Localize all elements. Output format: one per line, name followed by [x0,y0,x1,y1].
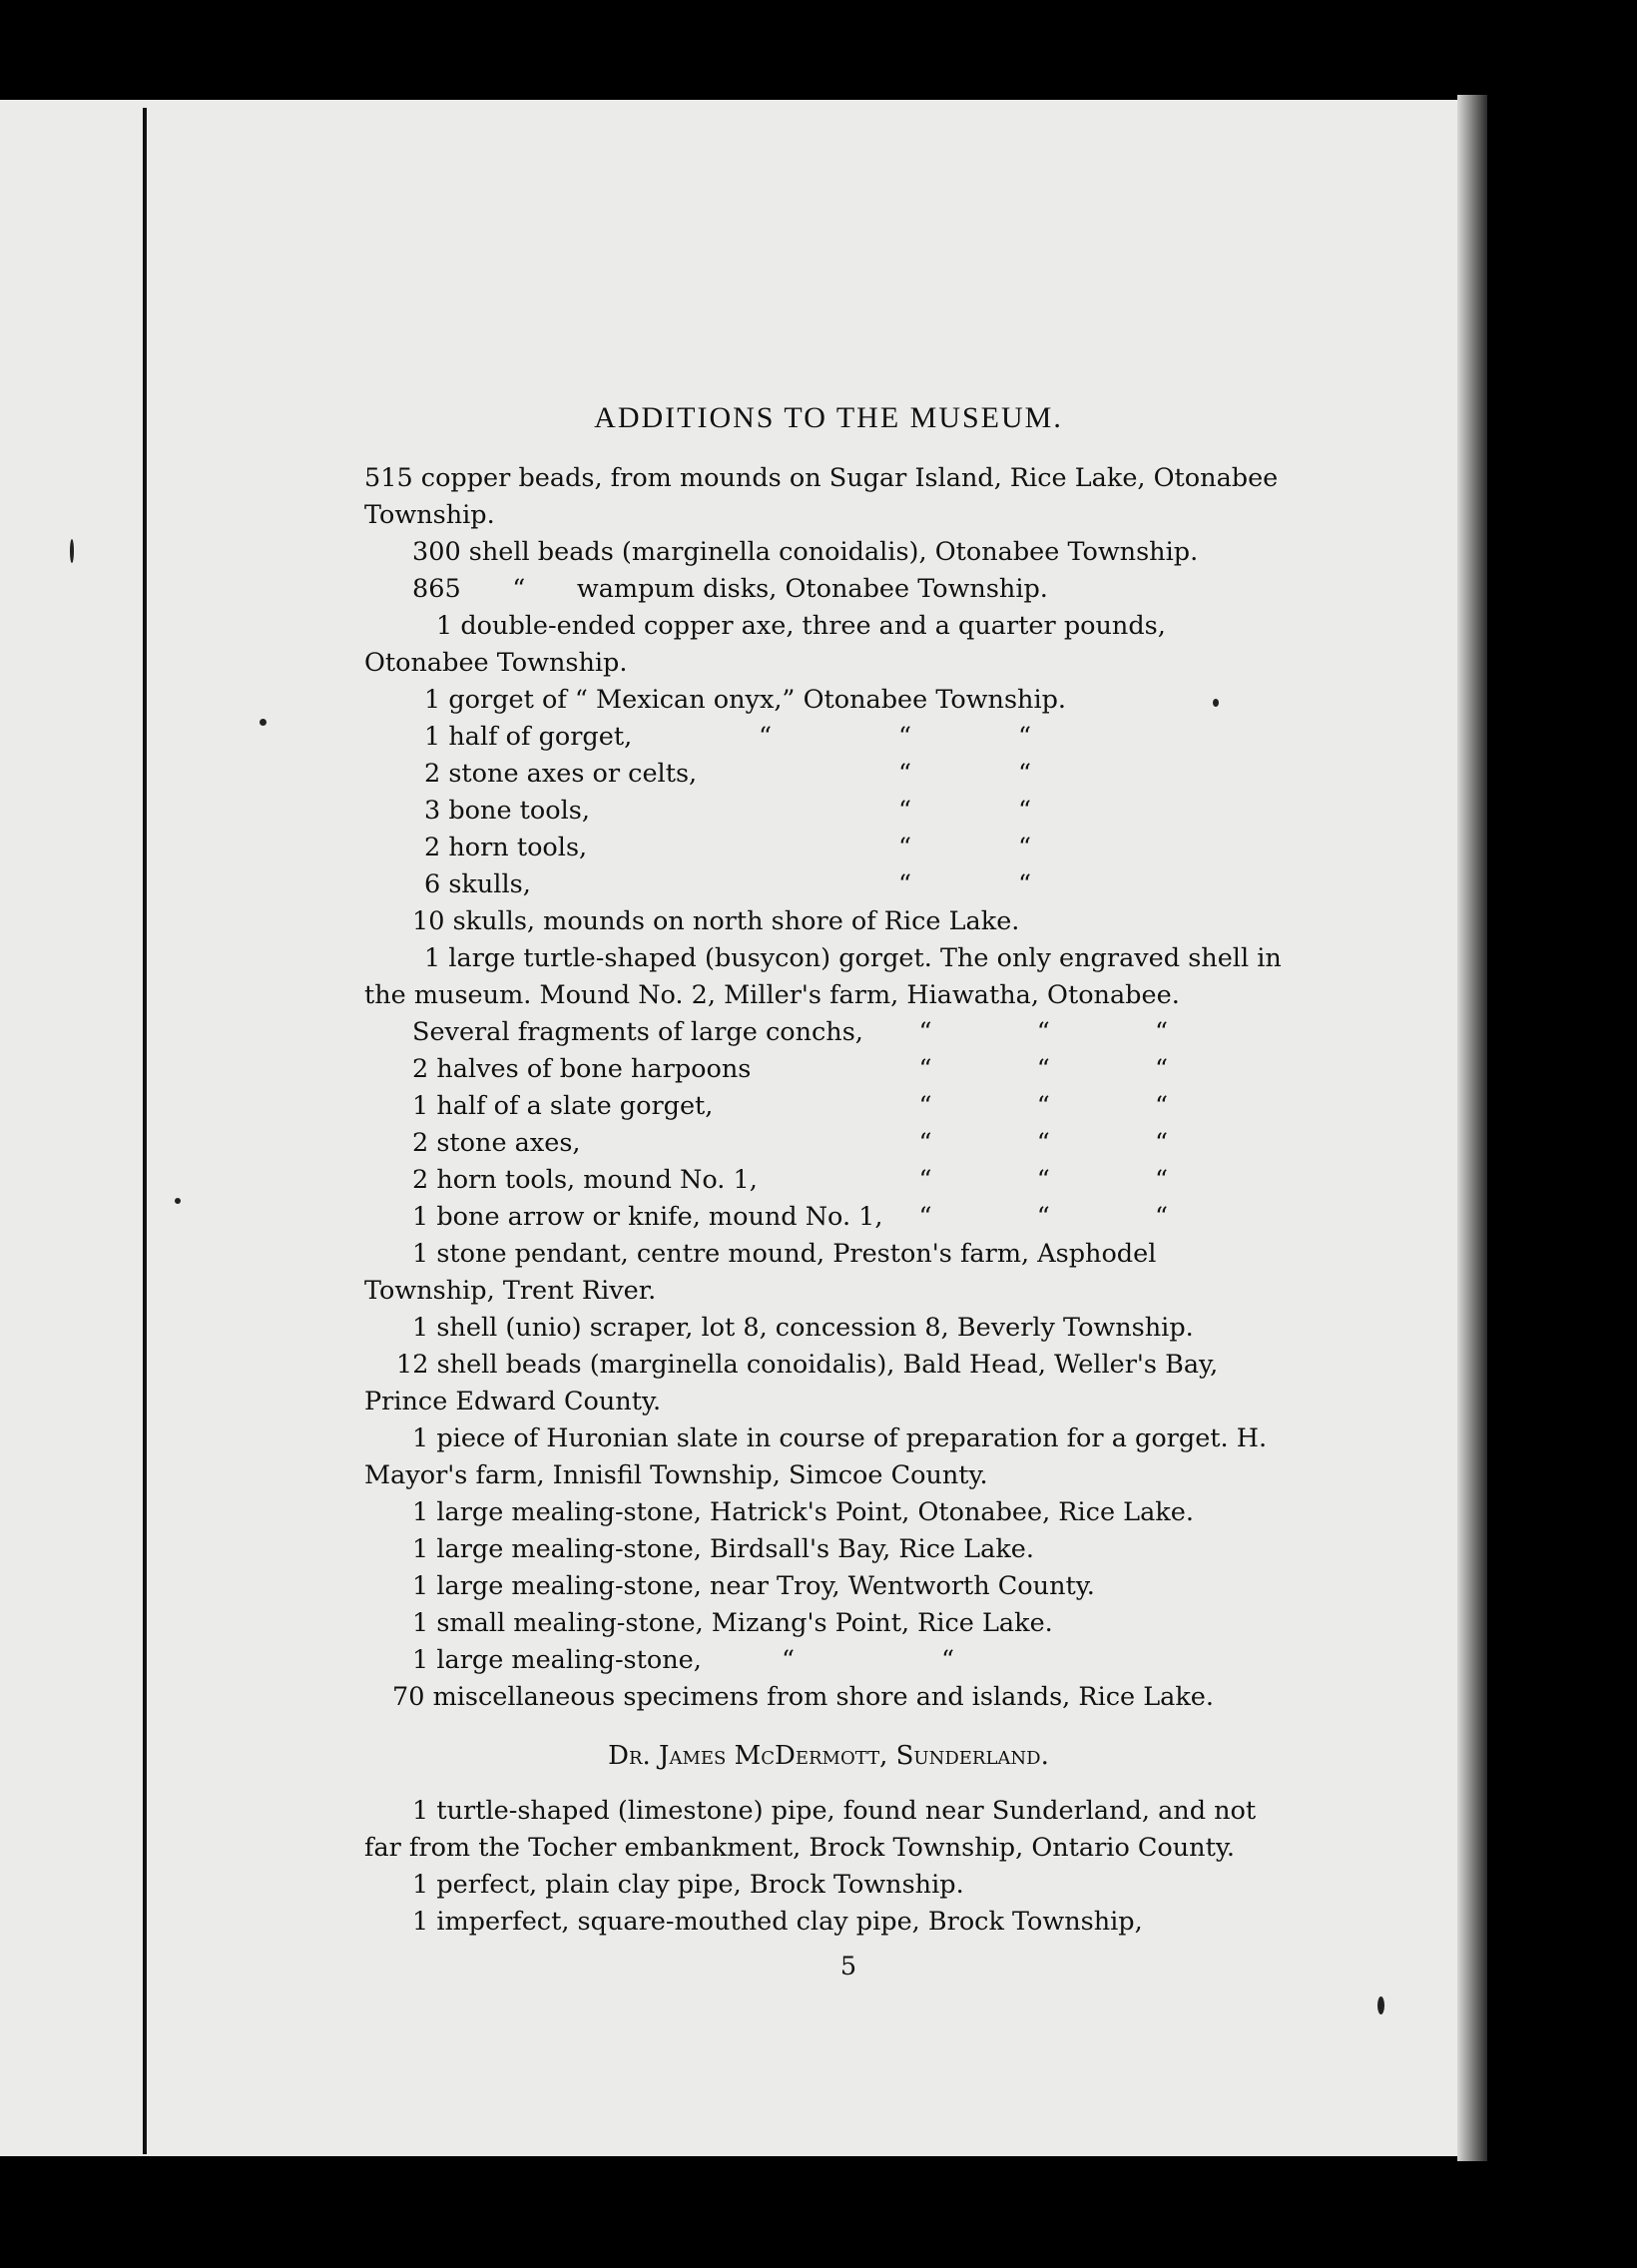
speck [1377,1996,1384,2014]
item-text: wampum disks, Otonabee Township. [576,574,1048,604]
list-item [364,866,1293,903]
list-item [364,1088,1293,1125]
item-qty: 3 [424,796,441,826]
item-text: imperfect, square-mouthed clay pipe, Brock Township, [436,1907,1143,1937]
ditto-mark: “ [1155,1202,1169,1232]
item-text: stone pendant, centre mound, Preston's farm, Asphodel Township, Trent River. [364,1239,1157,1306]
item-text: stone axes or celts, [448,759,698,789]
item-lead [412,1162,919,1199]
item-qty: 1 [412,1239,429,1269]
item-qty: 1 [412,1608,429,1638]
ditto-group-b [364,1014,1293,1236]
item-qty: 1 [412,1091,429,1121]
list-item [364,1605,1293,1642]
item-qty: 300 [412,537,461,567]
item-text: shell beads (marginella conoidalis), Otonabee Township. [468,537,1199,567]
ditto-mark: “ [918,1091,932,1121]
item-text: skulls, mounds on north shore of Rice Lake. [452,906,1020,936]
item-lead [424,866,898,903]
item-qty: 70 [392,1682,425,1712]
item-text: half of gorget, [448,722,633,752]
item-lead [412,1014,919,1051]
entries-group-2 [364,903,1293,1014]
list-item [364,1531,1293,1568]
item-lead [424,830,898,866]
list-item [364,460,1293,534]
item-qty: 1 [424,685,441,715]
ditto-mark: “ [1155,1128,1169,1158]
item-qty: 1 [412,1571,429,1601]
item-lead [412,1642,782,1679]
ditto-mark: “ [512,574,526,604]
ditto-mark: “ [1155,1165,1169,1195]
item-text: large turtle-shaped (busycon) gorget. The only engraved shell in the museum. Mound No. 2, Miller's farm, Hiawatha, Otonabee. [364,943,1282,1010]
list-item [364,719,1293,756]
ditto-mark: “ [941,1645,955,1675]
ditto-mark: “ [898,759,912,789]
item-qty: 12 [396,1350,429,1380]
list-item [364,1494,1293,1531]
ditto-mark: “ [1036,1054,1050,1084]
ditto-mark: “ [1155,1091,1169,1121]
ditto-mark: “ [1018,796,1032,826]
item-text: skulls, [448,869,531,899]
list-item [364,1236,1293,1310]
item-qty: 865 [412,574,461,604]
item-text: shell beads (marginella conoidalis), Bald Head, Weller's Bay, Prince Edward County. [364,1350,1219,1417]
ditto-mark: “ [918,1054,932,1084]
item-qty: 1 [412,1870,429,1900]
document-body [364,399,1293,1985]
list-item [364,571,1293,608]
item-text: half of a slate gorget, [436,1091,714,1121]
ditto-group-a [364,719,1293,903]
ditto-mark: “ [1155,1054,1169,1084]
entries-group-4 [364,1793,1293,1941]
section-heading: Dr. James McDermott, Sunderland. [608,1741,1049,1771]
item-qty: 1 [412,1534,429,1564]
list-item [364,940,1293,1014]
ditto-mark: “ [1036,1017,1050,1047]
list-item [364,1199,1293,1236]
ditto-mark: “ [782,1645,796,1675]
list-item [364,1568,1293,1605]
item-text: large mealing-stone, Hatrick's Point, Otonabee, Rice Lake. [436,1497,1194,1527]
item-qty: 1 [436,611,453,641]
list-item [364,1642,1293,1679]
item-text: halves of bone harpoons [436,1054,752,1084]
item-lead [424,756,898,793]
list-item [364,1347,1293,1420]
item-text: copper beads, from mounds on Sugar Island, Rice Lake, Otonabee Township. [364,463,1279,530]
item-text: large mealing-stone, [436,1645,702,1675]
ditto-mark: “ [918,1128,932,1158]
ditto-mark: “ [1036,1091,1050,1121]
item-text: shell (unio) scraper, lot 8, concession 8, Beverly Township. [436,1313,1194,1343]
item-qty: 1 [412,1497,429,1527]
item-lead [424,719,759,756]
ditto-mark: “ [1155,1017,1169,1047]
item-qty: 1 [412,1313,429,1343]
item-text: bone tools, [448,796,590,826]
list-item [364,1867,1293,1904]
item-qty: 1 [412,1907,429,1937]
item-qty: 1 [412,1423,429,1453]
page-number: 5 [839,1952,857,1982]
item-qty: 1 [424,943,441,973]
item-qty: 2 [412,1128,429,1158]
list-item [364,608,1293,682]
list-item [364,1679,1293,1716]
item-qty: 1 [424,722,441,752]
ditto-mark: “ [898,722,912,752]
item-text: piece of Huronian slate in course of preparation for a gorget. H. Mayor's farm, Innisfil Township, Simcoe County. [364,1423,1268,1490]
ditto-mark: “ [1036,1128,1050,1158]
list-item [364,903,1293,940]
item-lead [412,1088,919,1125]
entries-group-1 [364,460,1293,719]
item-text: gorget of “ Mexican onyx,” Otonabee Township. [448,685,1067,715]
ditto-mark: “ [898,833,912,862]
binding-rule [143,108,147,2154]
item-text: miscellaneous specimens from shore and islands, Rice Lake. [432,1682,1215,1712]
ditto-mark: “ [918,1202,932,1232]
list-item [364,534,1293,571]
item-lead [412,1199,919,1236]
list-item [364,1014,1293,1051]
list-item [364,682,1293,719]
item-text: large mealing-stone, near Troy, Wentworth County. [436,1571,1095,1601]
item-lead [412,1125,919,1162]
list-item [364,1125,1293,1162]
ditto-mark: “ [1018,759,1032,789]
item-lead [424,793,898,830]
item-qty: 1 [412,1645,429,1675]
ditto-mark: “ [1036,1202,1050,1232]
item-text: perfect, plain clay pipe, Brock Township. [436,1870,964,1900]
page-title: ADDITIONS TO THE MUSEUM. [594,401,1063,434]
item-text: Several fragments of large conchs, [412,1017,863,1047]
speck [70,539,74,563]
ditto-mark: “ [1036,1165,1050,1195]
item-text: stone axes, [436,1128,581,1158]
list-item [364,1162,1293,1199]
ditto-mark: “ [898,796,912,826]
ditto-mark: “ [918,1165,932,1195]
ditto-mark: “ [898,869,912,899]
ditto-mark: “ [918,1017,932,1047]
item-qty: 2 [412,1054,429,1084]
speck [175,1198,181,1204]
list-item [364,1793,1293,1867]
item-text: large mealing-stone, Birdsall's Bay, Rice Lake. [436,1534,1034,1564]
ditto-mark: “ [1018,869,1032,899]
item-lead [412,1051,919,1088]
item-text: turtle-shaped (limestone) pipe, found near Sunderland, and not far from the Tocher embankment, Brock Township, Ontario County. [364,1796,1257,1863]
item-qty: 2 [424,759,441,789]
list-item [364,756,1293,793]
list-item [364,1904,1293,1941]
item-qty: 2 [424,833,441,862]
item-text: small mealing-stone, Mizang's Point, Rice Lake. [436,1608,1053,1638]
item-qty: 515 [364,463,413,493]
item-text: horn tools, mound No. 1, [436,1165,758,1195]
item-qty: 1 [412,1202,429,1232]
item-qty: 6 [424,869,441,899]
list-item [364,793,1293,830]
ditto-mark: “ [759,722,773,752]
entries-group-3 [364,1236,1293,1716]
list-item [364,1051,1293,1088]
item-qty: 1 [412,1796,429,1826]
item-qty: 2 [412,1165,429,1195]
item-text: bone arrow or knife, mound No. 1, [436,1202,883,1232]
speck [260,719,267,726]
ditto-mark: “ [1018,722,1032,752]
ditto-mark: “ [1018,833,1032,862]
list-item [364,1310,1293,1347]
list-item [364,1420,1293,1494]
list-item [364,830,1293,866]
item-text: horn tools, [448,833,588,862]
item-text: double-ended copper axe, three and a quarter pounds, Otonabee Township. [364,611,1166,678]
item-qty: 10 [412,906,445,936]
page-spine-edge [1457,95,1487,2161]
